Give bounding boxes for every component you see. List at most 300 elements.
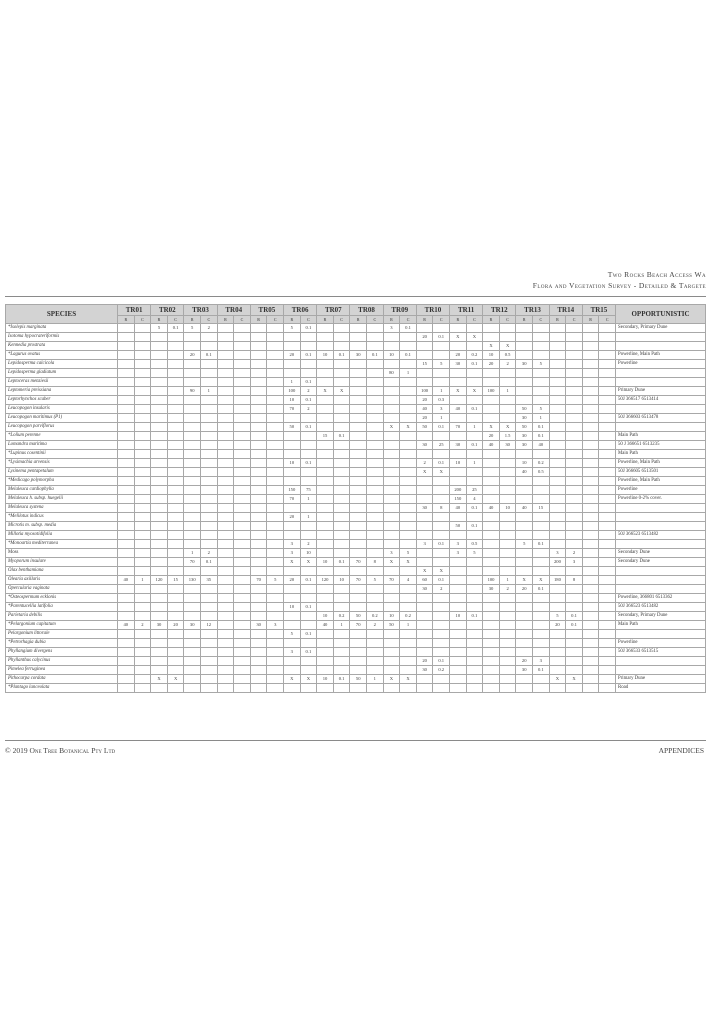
- table-cell: 1: [201, 387, 218, 396]
- table-cell: 3: [267, 621, 284, 630]
- table-cell: [450, 396, 467, 405]
- table-cell: [483, 603, 500, 612]
- table-cell: [118, 504, 135, 513]
- table-cell: [118, 585, 135, 594]
- table-cell: [499, 621, 516, 630]
- table-cell: [333, 684, 350, 693]
- table-cell: 10: [284, 396, 301, 405]
- table-cell: [184, 603, 201, 612]
- table-row: [6, 603, 706, 612]
- table-cell: [300, 342, 317, 351]
- table-cell: [317, 648, 334, 657]
- opportunistic-note: Main Path: [616, 621, 706, 630]
- table-cell: [167, 342, 184, 351]
- table-cell: [217, 324, 234, 333]
- table-cell: [167, 459, 184, 468]
- table-cell: 0.1: [466, 612, 483, 621]
- opportunistic-note: Powerline: [616, 639, 706, 648]
- table-cell: [549, 531, 566, 540]
- table-cell: [400, 333, 417, 342]
- table-cell: [416, 648, 433, 657]
- table-cell: [483, 639, 500, 648]
- table-cell: [533, 675, 550, 684]
- table-cell: [599, 504, 616, 513]
- table-cell: [533, 387, 550, 396]
- table-row: [6, 549, 706, 558]
- table-cell: [367, 657, 384, 666]
- table-cell: [250, 594, 267, 603]
- table-cell: [184, 378, 201, 387]
- table-row: [6, 639, 706, 648]
- table-cell: [566, 333, 583, 342]
- table-cell: [549, 369, 566, 378]
- table-cell: [582, 639, 599, 648]
- table-cell: [383, 432, 400, 441]
- table-cell: [549, 441, 566, 450]
- table-cell: [234, 495, 251, 504]
- table-cell: X: [416, 468, 433, 477]
- table-cell: [250, 342, 267, 351]
- table-cell: [284, 369, 301, 378]
- table-cell: 0.2: [367, 612, 384, 621]
- table-cell: [317, 369, 334, 378]
- table-cell: [317, 639, 334, 648]
- subheader-c: C: [134, 316, 151, 324]
- table-cell: 3: [450, 549, 467, 558]
- table-cell: [317, 459, 334, 468]
- table-cell: [599, 378, 616, 387]
- table-cell: [333, 666, 350, 675]
- table-cell: 5: [184, 324, 201, 333]
- table-cell: [284, 639, 301, 648]
- table-cell: [599, 324, 616, 333]
- table-cell: [466, 621, 483, 630]
- table-row: [6, 468, 706, 477]
- table-cell: [516, 603, 533, 612]
- table-cell: [533, 369, 550, 378]
- table-cell: [383, 360, 400, 369]
- table-cell: 20: [184, 351, 201, 360]
- table-cell: [582, 387, 599, 396]
- table-cell: [234, 666, 251, 675]
- table-cell: [134, 495, 151, 504]
- table-cell: [367, 369, 384, 378]
- subheader-c: C: [300, 316, 317, 324]
- table-cell: [516, 450, 533, 459]
- table-cell: 1: [300, 495, 317, 504]
- table-cell: [533, 333, 550, 342]
- transect-header: TR07: [317, 305, 350, 316]
- table-cell: [483, 549, 500, 558]
- table-cell: [350, 387, 367, 396]
- table-cell: [383, 405, 400, 414]
- table-cell: [566, 684, 583, 693]
- table-cell: 2: [201, 324, 218, 333]
- table-cell: [433, 432, 450, 441]
- table-cell: [234, 594, 251, 603]
- table-cell: [350, 378, 367, 387]
- table-cell: [118, 675, 135, 684]
- table-cell: [416, 522, 433, 531]
- transect-header: TR05: [250, 305, 283, 316]
- table-cell: [383, 567, 400, 576]
- table-cell: [533, 549, 550, 558]
- table-cell: [201, 540, 218, 549]
- table-cell: [333, 324, 350, 333]
- table-cell: [483, 684, 500, 693]
- table-cell: [300, 612, 317, 621]
- table-cell: [516, 477, 533, 486]
- subheader-r: R: [483, 316, 500, 324]
- table-cell: [184, 423, 201, 432]
- table-cell: [383, 603, 400, 612]
- table-cell: [499, 648, 516, 657]
- table-cell: [466, 342, 483, 351]
- table-cell: [516, 630, 533, 639]
- table-cell: [582, 612, 599, 621]
- table-cell: 2: [367, 621, 384, 630]
- table-cell: [317, 531, 334, 540]
- table-cell: 10: [450, 612, 467, 621]
- table-cell: [549, 630, 566, 639]
- table-cell: [118, 405, 135, 414]
- table-cell: [400, 486, 417, 495]
- table-cell: [267, 666, 284, 675]
- table-cell: [201, 441, 218, 450]
- table-cell: [317, 423, 334, 432]
- table-header-row: [6, 305, 706, 316]
- table-cell: [549, 603, 566, 612]
- table-cell: [317, 360, 334, 369]
- table-cell: [234, 621, 251, 630]
- table-cell: [167, 378, 184, 387]
- table-cell: [201, 585, 218, 594]
- species-name: Leucopogon maritimus (P1): [6, 414, 118, 423]
- opportunistic-note: Powerline: [616, 486, 706, 495]
- table-cell: 50: [450, 522, 467, 531]
- table-cell: [134, 549, 151, 558]
- table-cell: [516, 486, 533, 495]
- table-cell: [118, 531, 135, 540]
- table-cell: [250, 540, 267, 549]
- table-cell: 8: [433, 504, 450, 513]
- table-cell: [533, 486, 550, 495]
- table-cell: [499, 369, 516, 378]
- table-cell: [466, 450, 483, 459]
- table-cell: 5: [433, 360, 450, 369]
- table-cell: X: [499, 342, 516, 351]
- species-name: Lepidosperma calcicola: [6, 360, 118, 369]
- table-cell: [483, 630, 500, 639]
- table-cell: [234, 369, 251, 378]
- table-cell: [367, 342, 384, 351]
- table-cell: [599, 495, 616, 504]
- table-cell: [416, 621, 433, 630]
- table-cell: [184, 369, 201, 378]
- table-cell: X: [433, 468, 450, 477]
- species-name: Leptorhynchos scaber: [6, 396, 118, 405]
- table-cell: [516, 333, 533, 342]
- table-cell: [433, 450, 450, 459]
- table-cell: [599, 432, 616, 441]
- table-cell: [466, 657, 483, 666]
- table-cell: [167, 333, 184, 342]
- subheader-r: R: [450, 316, 467, 324]
- table-cell: [367, 486, 384, 495]
- table-cell: [599, 450, 616, 459]
- table-row: [6, 612, 706, 621]
- table-cell: [400, 495, 417, 504]
- table-cell: [201, 333, 218, 342]
- table-cell: [483, 513, 500, 522]
- table-cell: [367, 504, 384, 513]
- subheader-c: C: [433, 316, 450, 324]
- table-cell: [566, 540, 583, 549]
- table-cell: [118, 369, 135, 378]
- header-divider: [5, 296, 706, 297]
- table-cell: [333, 522, 350, 531]
- table-cell: [134, 594, 151, 603]
- table-cell: [134, 657, 151, 666]
- table-cell: [433, 369, 450, 378]
- table-cell: [201, 450, 218, 459]
- table-cell: [300, 360, 317, 369]
- table-cell: X: [317, 387, 334, 396]
- table-cell: [201, 423, 218, 432]
- table-cell: [599, 351, 616, 360]
- table-cell: 0.1: [533, 432, 550, 441]
- table-cell: [549, 414, 566, 423]
- table-row: [6, 396, 706, 405]
- table-cell: [350, 477, 367, 486]
- table-cell: [466, 378, 483, 387]
- table-cell: [367, 432, 384, 441]
- table-cell: [217, 396, 234, 405]
- table-cell: [250, 558, 267, 567]
- table-cell: [416, 612, 433, 621]
- table-cell: [250, 414, 267, 423]
- table-cell: [201, 531, 218, 540]
- table-cell: [201, 675, 218, 684]
- table-cell: [416, 531, 433, 540]
- table-cell: [483, 324, 500, 333]
- table-cell: 20: [516, 657, 533, 666]
- table-cell: [367, 468, 384, 477]
- table-cell: [416, 351, 433, 360]
- table-cell: [450, 684, 467, 693]
- table-cell: [333, 486, 350, 495]
- table-cell: 200: [450, 486, 467, 495]
- subheader-c: C: [599, 316, 616, 324]
- table-cell: [118, 342, 135, 351]
- table-cell: [416, 675, 433, 684]
- table-cell: [582, 414, 599, 423]
- species-name: Olax benthamiana: [6, 567, 118, 576]
- table-cell: [250, 450, 267, 459]
- table-cell: 20: [416, 414, 433, 423]
- table-cell: 10: [450, 459, 467, 468]
- table-cell: [317, 477, 334, 486]
- table-cell: [599, 531, 616, 540]
- table-cell: [134, 684, 151, 693]
- table-cell: [367, 441, 384, 450]
- table-cell: 0.1: [433, 333, 450, 342]
- table-cell: [416, 513, 433, 522]
- subheader-c: C: [499, 316, 516, 324]
- table-cell: [599, 666, 616, 675]
- transect-header: TR15: [582, 305, 615, 316]
- table-cell: [483, 657, 500, 666]
- table-cell: 0.1: [466, 504, 483, 513]
- opportunistic-note: Primary Dune: [616, 387, 706, 396]
- table-cell: [582, 549, 599, 558]
- table-cell: X: [416, 567, 433, 576]
- table-cell: 1: [184, 549, 201, 558]
- table-cell: [599, 585, 616, 594]
- table-cell: [599, 549, 616, 558]
- table-cell: 1: [300, 513, 317, 522]
- subheader-r: R: [118, 316, 135, 324]
- table-cell: [450, 531, 467, 540]
- table-cell: [167, 432, 184, 441]
- table-cell: [333, 567, 350, 576]
- table-cell: [549, 657, 566, 666]
- table-cell: [367, 522, 384, 531]
- table-cell: [367, 405, 384, 414]
- table-cell: [184, 495, 201, 504]
- table-cell: [549, 360, 566, 369]
- opportunistic-note: 50J 366605 6513501: [616, 468, 706, 477]
- table-cell: 3: [383, 549, 400, 558]
- table-cell: [300, 369, 317, 378]
- table-cell: [300, 621, 317, 630]
- table-cell: [134, 360, 151, 369]
- table-cell: [234, 513, 251, 522]
- species-name: Leptoceras menziesii: [6, 378, 118, 387]
- table-cell: [333, 648, 350, 657]
- table-cell: 50: [350, 612, 367, 621]
- table-cell: 25: [433, 441, 450, 450]
- table-cell: [134, 432, 151, 441]
- table-cell: [350, 432, 367, 441]
- table-cell: [267, 531, 284, 540]
- table-cell: [267, 378, 284, 387]
- table-cell: 5: [284, 324, 301, 333]
- table-cell: [450, 576, 467, 585]
- table-cell: [383, 441, 400, 450]
- table-cell: [234, 405, 251, 414]
- table-cell: [582, 585, 599, 594]
- table-cell: [267, 369, 284, 378]
- table-cell: [201, 414, 218, 423]
- table-cell: [499, 450, 516, 459]
- table-cell: [250, 666, 267, 675]
- table-cell: [267, 657, 284, 666]
- table-cell: [416, 432, 433, 441]
- table-cell: [217, 486, 234, 495]
- table-cell: 20: [167, 621, 184, 630]
- table-cell: [433, 522, 450, 531]
- table-row: [6, 324, 706, 333]
- table-cell: 70: [250, 576, 267, 585]
- table-cell: [284, 441, 301, 450]
- table-cell: [333, 396, 350, 405]
- table-cell: [383, 396, 400, 405]
- table-cell: [367, 459, 384, 468]
- table-cell: [466, 369, 483, 378]
- table-cell: [250, 423, 267, 432]
- table-cell: [350, 603, 367, 612]
- opportunistic-note: Main Path: [616, 432, 706, 441]
- table-cell: [533, 603, 550, 612]
- table-cell: [267, 522, 284, 531]
- table-cell: [267, 477, 284, 486]
- table-cell: [250, 324, 267, 333]
- table-cell: 30: [184, 621, 201, 630]
- table-cell: [549, 378, 566, 387]
- table-cell: [234, 360, 251, 369]
- table-cell: [466, 432, 483, 441]
- table-cell: [167, 486, 184, 495]
- table-cell: X: [300, 675, 317, 684]
- table-cell: 0.1: [300, 396, 317, 405]
- table-cell: [483, 675, 500, 684]
- table-cell: [151, 387, 168, 396]
- table-row: [6, 621, 706, 630]
- table-cell: [350, 342, 367, 351]
- table-cell: [566, 369, 583, 378]
- table-cell: [566, 378, 583, 387]
- table-cell: [549, 504, 566, 513]
- table-cell: [234, 450, 251, 459]
- table-cell: 0.2: [466, 351, 483, 360]
- table-cell: 15: [416, 360, 433, 369]
- table-cell: 0.2: [333, 612, 350, 621]
- table-cell: [333, 531, 350, 540]
- species-name: Pelargonium littorale: [6, 630, 118, 639]
- species-name: *Isolepis marginata: [6, 324, 118, 333]
- table-cell: [167, 540, 184, 549]
- table-cell: [499, 531, 516, 540]
- table-cell: 0.1: [333, 351, 350, 360]
- table-cell: [151, 648, 168, 657]
- table-cell: [383, 639, 400, 648]
- species-name: Melaleuca systena: [6, 504, 118, 513]
- table-cell: 40: [118, 576, 135, 585]
- table-cell: 15: [167, 576, 184, 585]
- table-cell: [582, 495, 599, 504]
- table-cell: 40: [516, 468, 533, 477]
- table-cell: [549, 639, 566, 648]
- table-cell: [234, 549, 251, 558]
- table-cell: [483, 666, 500, 675]
- table-cell: X: [516, 576, 533, 585]
- table-cell: [383, 468, 400, 477]
- table-cell: 2: [201, 549, 218, 558]
- table-cell: 20: [483, 360, 500, 369]
- species-name: Leptomeria preissiana: [6, 387, 118, 396]
- table-cell: [599, 567, 616, 576]
- table-cell: [217, 612, 234, 621]
- table-cell: [217, 639, 234, 648]
- table-cell: [599, 648, 616, 657]
- table-cell: [118, 432, 135, 441]
- table-cell: 0.1: [300, 324, 317, 333]
- table-cell: [516, 675, 533, 684]
- table-cell: [333, 369, 350, 378]
- table-cell: [134, 468, 151, 477]
- table-cell: [217, 684, 234, 693]
